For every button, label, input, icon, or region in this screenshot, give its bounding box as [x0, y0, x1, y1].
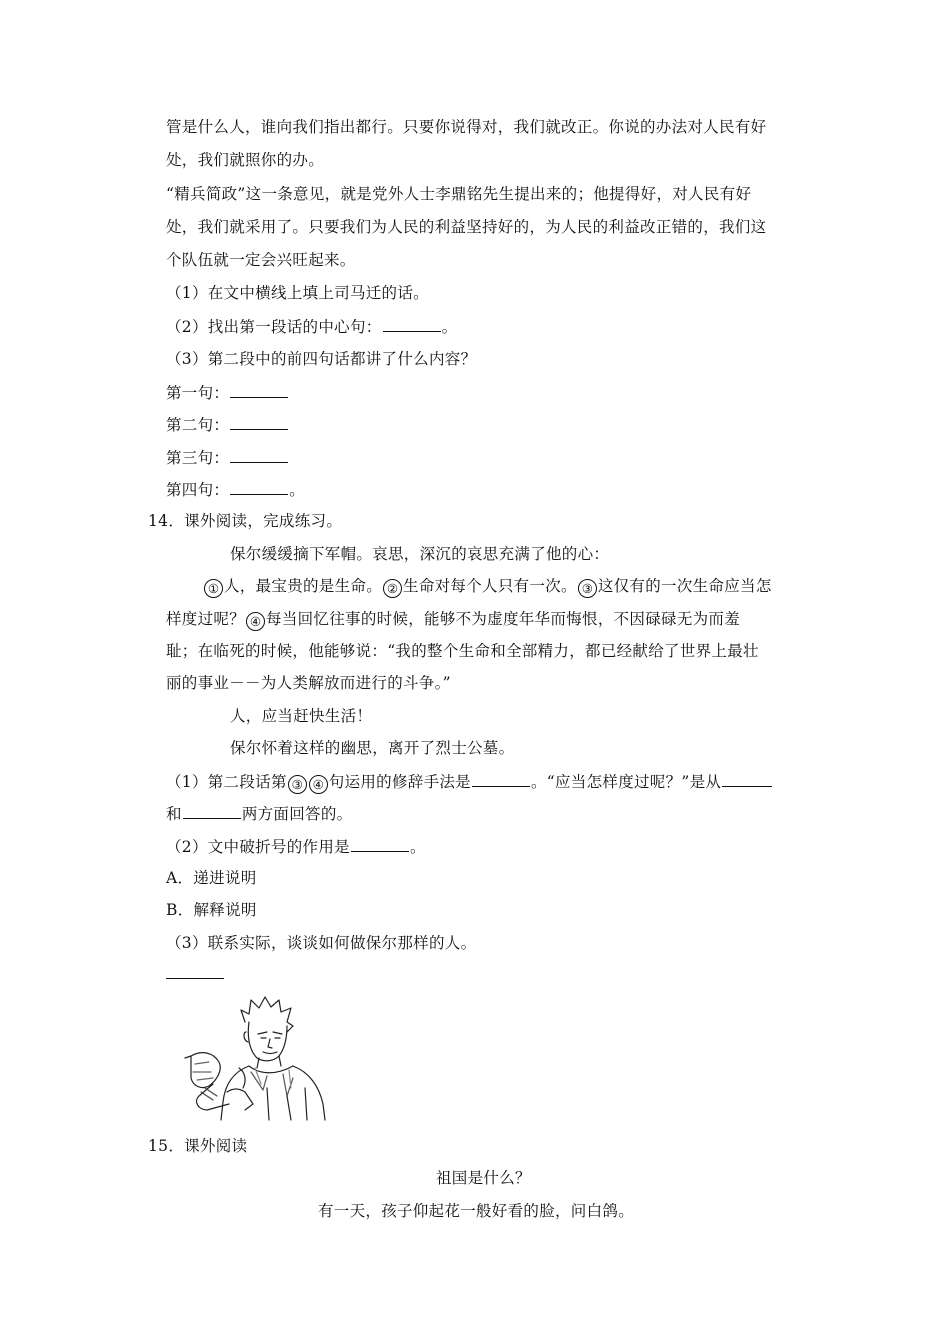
circled-number: ④ [246, 612, 265, 631]
question-15-title: 15．课外阅读 [148, 1137, 248, 1155]
question-14-1-cont [166, 803, 352, 824]
question-text: 。“应当怎样度过呢？”是从 [530, 773, 722, 791]
option-a[interactable]: A．递进说明 [166, 869, 257, 887]
sentence-text: 生命对每个人只有一次。 [403, 577, 577, 595]
pavel-illustration [183, 992, 333, 1122]
passage-line: 耻；在临死的时候，他能够说：“我的整个生命和全部精力，都已经献给了世界上最壮 [166, 642, 759, 660]
passage-line: 保尔缓缓摘下军帽。哀思，深沉的哀思充满了他的心： [230, 545, 610, 563]
circled-number: ④ [309, 775, 328, 794]
poem-line: 有一天，孩子仰起花一般好看的脸，问白鸽。 [318, 1202, 635, 1220]
answer-blank[interactable] [230, 382, 288, 398]
sentence-label: 第二句： [166, 416, 230, 434]
passage-line: 丽的事业－－为人类解放而进行的斗争。” [166, 674, 451, 692]
sentence-label: 第一句： [166, 384, 230, 402]
circled-number: ③ [288, 775, 307, 794]
passage-line: 人，应当赶快生活！ [230, 707, 373, 725]
passage-line [203, 576, 772, 598]
punctuation: 。 [289, 481, 306, 499]
passage-line: 处，我们就照你的办。 [166, 151, 325, 169]
sentence-4-answer [166, 479, 305, 500]
passage-line: 保尔怀着这样的幽思，离开了烈士公墓。 [230, 739, 515, 757]
answer-blank[interactable] [183, 803, 241, 819]
question-14-1 [166, 771, 773, 794]
passage-line: 管是什么人，谁向我们指出都行。只要你说得对，我们就改正。你说的办法对人民有好 [166, 118, 767, 136]
question-text: （2）文中破折号的作用是 [166, 838, 350, 856]
answer-blank[interactable] [230, 479, 288, 495]
sentence-text: 样度过呢？ [166, 610, 246, 628]
answer-blank[interactable] [472, 771, 530, 787]
sentence-1-answer [166, 382, 289, 403]
sentence-text: 人，最宝贵的是生命。 [224, 577, 383, 595]
sentence-3-answer [166, 447, 289, 468]
passage-line [166, 609, 740, 631]
answer-blank[interactable] [383, 316, 441, 332]
question-text: 句运用的修辞手法是 [328, 773, 471, 791]
answer-blank[interactable] [230, 447, 288, 463]
sentence-text: 这仅有的一次生命应当怎 [597, 577, 772, 595]
sentence-label: 第三句： [166, 449, 230, 467]
sentence-text: 每当回忆往事的时候，能够不为虚度年华而悔恨，不因碌碌无为而羞 [266, 610, 741, 628]
circled-number: ③ [578, 579, 597, 598]
question-13-3: （3）第二段中的前四句话都讲了什么内容？ [166, 350, 477, 368]
answer-blank[interactable] [351, 836, 409, 852]
circled-number: ① [204, 579, 223, 598]
sentence-label: 第四句： [166, 481, 230, 499]
sentence-2-answer [166, 414, 289, 435]
passage-line: 个队伍就一定会兴旺起来。 [166, 251, 356, 269]
punctuation: 。 [409, 838, 426, 856]
poem-heading: 祖国是什么？ [436, 1169, 531, 1187]
question-text: 两方面回答的。 [241, 805, 353, 823]
answer-blank[interactable] [166, 978, 224, 979]
question-text: 和 [166, 805, 182, 823]
answer-blank[interactable] [722, 771, 772, 787]
answer-blank[interactable] [230, 414, 288, 430]
option-b[interactable]: B．解释说明 [166, 901, 257, 919]
question-14-3: （3）联系实际，谈谈如何做保尔那样的人。 [166, 934, 477, 952]
question-13-2 [166, 316, 457, 337]
question-text: （1）第二段话第 [166, 773, 287, 791]
passage-line: 处，我们就采用了。只要我们为人民的利益坚持好的，为人民的利益改正错的，我们这 [166, 218, 767, 236]
passage-line: “精兵简政”这一条意见，就是党外人士李鼎铭先生提出来的；他提得好，对人民有好 [166, 185, 752, 203]
question-14-2 [166, 836, 426, 857]
question-text: （2）找出第一段话的中心句： [166, 318, 382, 336]
punctuation: 。 [441, 318, 458, 336]
question-14-title: 14．课外阅读，完成练习。 [148, 512, 343, 530]
circled-number: ② [383, 579, 402, 598]
question-13-1: （1）在文中横线上填上司马迁的话。 [166, 284, 429, 302]
